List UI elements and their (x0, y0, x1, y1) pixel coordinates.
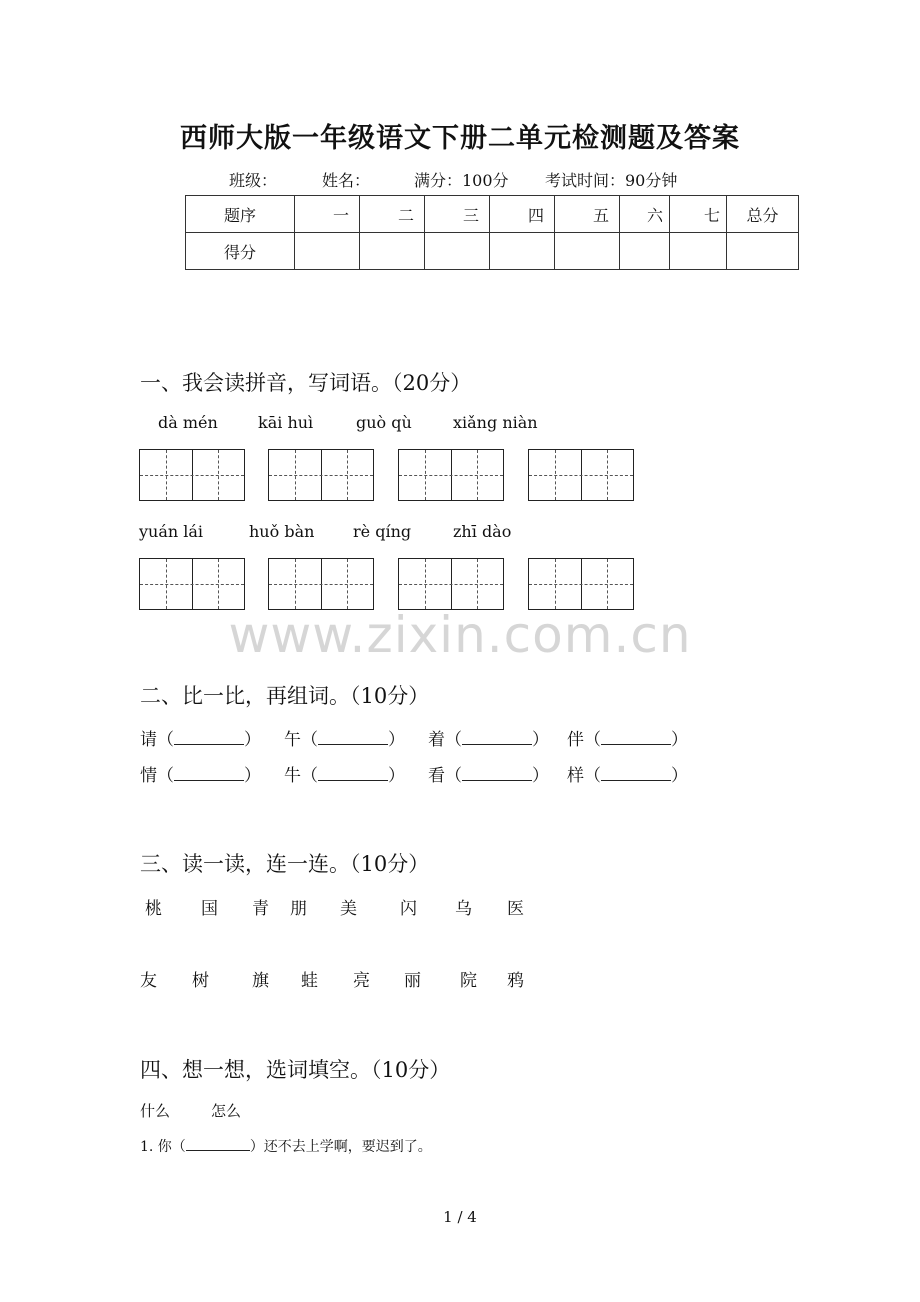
match-char-top[interactable]: 闪 (400, 899, 417, 919)
match-char-top[interactable]: 朋 (290, 899, 307, 919)
writing-grid[interactable] (268, 558, 374, 610)
match-char-top[interactable]: 医 (507, 899, 524, 919)
compare-char: 情 (140, 766, 157, 786)
table-cell: 二 (360, 196, 425, 233)
table-cell: 三 (425, 196, 490, 233)
writing-grid[interactable] (398, 449, 504, 501)
match-char-bottom[interactable]: 院 (460, 971, 477, 991)
writing-grid[interactable] (528, 558, 634, 610)
page-title: 西师大版一年级语文下册二单元检测题及答案 (180, 123, 740, 154)
question-suffix: ）还不去上学啊，要迟到了。 (249, 1139, 432, 1155)
answer-blank[interactable] (601, 728, 671, 745)
match-char-bottom[interactable]: 友 (140, 971, 157, 991)
compare-char: 伴 (567, 730, 584, 750)
table-cell: 四 (490, 196, 555, 233)
pinyin-label: huǒ bàn (249, 522, 315, 541)
pinyin-label: zhī dào (453, 522, 512, 541)
compare-item: 午（ ） (284, 730, 405, 750)
compare-item: 着（ ） (428, 730, 549, 750)
writing-grid[interactable] (528, 449, 634, 501)
question-prefix: 1. 你（ (140, 1139, 186, 1155)
word-option: 怎么 (211, 1102, 242, 1120)
word-option: 什么 (140, 1102, 171, 1120)
compare-char: 样 (567, 766, 584, 786)
compare-item: 伴（ ） (567, 730, 688, 750)
answer-blank[interactable] (174, 728, 244, 745)
match-char-bottom[interactable]: 丽 (404, 971, 421, 991)
table-cell: 得分 (186, 233, 295, 270)
score-table (185, 195, 799, 270)
compare-item: 情（ ） (140, 766, 261, 786)
answer-blank[interactable] (462, 728, 532, 745)
score-input-cell[interactable] (727, 233, 799, 270)
exam-time-label: 考试时间：90分钟 (545, 171, 678, 190)
score-table-header-row (186, 196, 799, 233)
score-input-cell[interactable] (555, 233, 620, 270)
compare-item: 样（ ） (567, 766, 688, 786)
pinyin-label: guò qù (356, 413, 412, 432)
match-char-top[interactable]: 国 (201, 899, 218, 919)
watermark: www.zixin.com.cn (228, 606, 692, 664)
match-char-top[interactable]: 青 (252, 899, 269, 919)
answer-blank[interactable] (318, 728, 388, 745)
compare-char: 着 (428, 730, 445, 750)
score-input-cell[interactable] (425, 233, 490, 270)
answer-blank[interactable] (462, 764, 532, 781)
pinyin-label: kāi huì (258, 413, 314, 432)
fill-question-1 (140, 1136, 432, 1156)
writing-grid[interactable] (268, 449, 374, 501)
compare-item: 看（ ） (428, 766, 549, 786)
match-char-bottom[interactable]: 亮 (353, 971, 370, 991)
section1-heading: 一、我会读拼音，写词语。（20分） (140, 371, 472, 395)
writing-grid[interactable] (398, 558, 504, 610)
score-input-cell[interactable] (620, 233, 670, 270)
table-cell: 一 (295, 196, 360, 233)
match-char-top[interactable]: 乌 (455, 899, 472, 919)
pinyin-label: yuán lái (139, 522, 204, 541)
table-cell: 七 (670, 196, 727, 233)
answer-blank[interactable] (174, 764, 244, 781)
answer-blank[interactable] (601, 764, 671, 781)
match-char-bottom[interactable]: 蛙 (301, 971, 318, 991)
writing-grid[interactable] (139, 449, 245, 501)
score-input-cell[interactable] (670, 233, 727, 270)
table-cell: 总分 (727, 196, 799, 233)
compare-item: 请（ ） (140, 730, 261, 750)
table-cell: 题序 (186, 196, 295, 233)
compare-char: 午 (284, 730, 301, 750)
section2-heading: 二、比一比，再组词。（10分） (140, 684, 430, 708)
match-char-top[interactable]: 美 (340, 899, 357, 919)
score-input-cell[interactable] (360, 233, 425, 270)
match-char-bottom[interactable]: 鸦 (507, 971, 524, 991)
pinyin-label: dà mén (158, 413, 218, 432)
class-label: 班级： (229, 171, 278, 190)
answer-blank[interactable] (318, 764, 388, 781)
table-cell: 六 (620, 196, 670, 233)
match-char-top[interactable]: 桃 (145, 899, 162, 919)
pinyin-label: xiǎng niàn (453, 413, 538, 432)
section3-heading: 三、读一读，连一连。（10分） (140, 852, 430, 876)
name-label: 姓名： (322, 171, 371, 190)
match-char-bottom[interactable]: 旗 (252, 971, 269, 991)
score-table-score-row (186, 233, 799, 270)
answer-blank[interactable] (186, 1137, 250, 1151)
compare-char: 牛 (284, 766, 301, 786)
compare-char: 看 (428, 766, 445, 786)
match-char-bottom[interactable]: 树 (192, 971, 209, 991)
score-input-cell[interactable] (490, 233, 555, 270)
compare-char: 请 (140, 730, 157, 750)
compare-item: 牛（ ） (284, 766, 405, 786)
score-input-cell[interactable] (295, 233, 360, 270)
pinyin-label: rè qíng (353, 522, 412, 541)
page-number: 1 / 4 (443, 1208, 477, 1226)
full-score-label: 满分：100分 (414, 171, 509, 190)
section4-heading: 四、想一想，选词填空。（10分） (140, 1058, 451, 1082)
table-cell: 五 (555, 196, 620, 233)
writing-grid[interactable] (139, 558, 245, 610)
